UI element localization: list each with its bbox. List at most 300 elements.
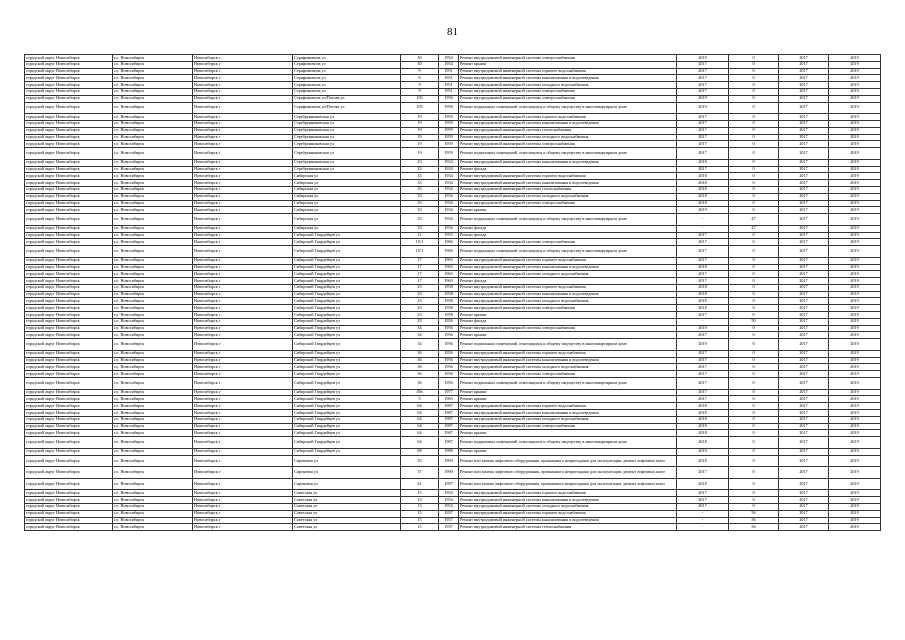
cell-settlement: г.о. Новосибирск: [113, 173, 193, 180]
cell-value: 0: [729, 403, 779, 410]
cell-plan-year: -: [677, 510, 729, 517]
table-body: [25, 55, 881, 531]
cell-house: 64: [401, 430, 439, 437]
cell-value: 0: [729, 246, 779, 258]
cell-house: 23: [401, 305, 439, 312]
cell-municipality: городской округ Новосибирск: [25, 88, 113, 95]
cell-street: Сибирской Гвардейцев ул: [293, 371, 401, 378]
cell-municipality: городской округ Новосибирск: [25, 332, 113, 339]
cell-work-type: Ремонт внутридомовой инженерной системы канализования и водоотведения: [459, 410, 677, 417]
cell-value: 0: [729, 239, 779, 246]
cell-street: Сибирская ул: [293, 173, 401, 180]
cell-period-end: 2019: [829, 364, 881, 371]
cell-period-end: 2019: [829, 357, 881, 364]
cell-period-end: 2019: [829, 448, 881, 455]
cell-settlement: г.о. Новосибирск: [113, 396, 193, 403]
cell-municipality: городской округ Новосибирск: [25, 127, 113, 134]
cell-city: Новосибирск г: [193, 214, 293, 226]
cell-settlement: г.о. Новосибирск: [113, 55, 193, 62]
cell-work-type: Ремонт внутридомовой инженерной системы теплоснабжения: [459, 186, 677, 193]
cell-period-end: 2019: [829, 173, 881, 180]
cell-city: Новосибирск г: [193, 371, 293, 378]
cell-work-type: Ремонт крыши: [459, 430, 677, 437]
cell-street: Сибирской Гвардейцев ул: [293, 423, 401, 430]
cell-period-end: 2019: [829, 396, 881, 403]
cell-settlement: г.о. Новосибирск: [113, 497, 193, 504]
cell-plan-year: 2017: [677, 350, 729, 357]
cell-plan-year: -: [677, 517, 729, 524]
cell-plan-year: 2017: [677, 61, 729, 68]
table-row: [25, 141, 881, 148]
cell-plan-year: 2017: [677, 257, 729, 264]
cell-year: 1987: [439, 437, 459, 449]
cell-period-start: 2017: [779, 55, 829, 62]
cell-year: 1987: [439, 403, 459, 410]
cell-municipality: городской округ Новосибирск: [25, 278, 113, 285]
cell-period-start: 2017: [779, 291, 829, 298]
cell-period-end: 2019: [829, 225, 881, 232]
cell-plan-year: 2017: [677, 75, 729, 82]
cell-settlement: г.о. Новосибирск: [113, 271, 193, 278]
cell-street: Сиреневая ул: [293, 455, 401, 467]
cell-plan-year: 2017: [677, 120, 729, 127]
table-row: [25, 61, 881, 68]
cell-settlement: г.о. Новосибирск: [113, 88, 193, 95]
cell-period-end: 2019: [829, 75, 881, 82]
cell-municipality: городской округ Новосибирск: [25, 120, 113, 127]
cell-work-type: Ремонт внутридомовой инженерной системы канализования и водоотведения: [459, 264, 677, 271]
cell-period-end: 2019: [829, 88, 881, 95]
cell-house: 33: [401, 200, 439, 207]
table-row: [25, 88, 881, 95]
cell-value: 0: [729, 305, 779, 312]
cell-municipality: городской округ Новосибирск: [25, 173, 113, 180]
cell-period-start: 2017: [779, 332, 829, 339]
cell-settlement: г.о. Новосибирск: [113, 246, 193, 258]
cell-house: 9: [401, 88, 439, 95]
cell-plan-year: 2018: [677, 180, 729, 187]
cell-period-end: 2019: [829, 430, 881, 437]
cell-work-type: Ремонт внутридомовой инженерной системы холодного водоснабжения: [459, 416, 677, 423]
cell-street: Сибирской Гвардейцев ул: [293, 350, 401, 357]
cell-municipality: городской округ Новосибирск: [25, 264, 113, 271]
cell-year: 1955: [439, 232, 459, 239]
cell-period-start: 2017: [779, 278, 829, 285]
cell-city: Новосибирск г: [193, 264, 293, 271]
cell-period-end: 2019: [829, 497, 881, 504]
cell-year: 1934: [439, 173, 459, 180]
cell-year: 1934: [439, 193, 459, 200]
cell-settlement: г.о. Новосибирск: [113, 75, 193, 82]
repair-schedule-table: [24, 54, 881, 531]
cell-work-type: Ремонт внутридомовой инженерной системы горячего водоснабжения: [459, 284, 677, 291]
cell-period-end: 2019: [829, 410, 881, 417]
cell-municipality: городской округ Новосибирск: [25, 102, 113, 114]
cell-year: 1987: [439, 423, 459, 430]
cell-period-end: 2019: [829, 455, 881, 467]
cell-work-type: Ремонт внутридомовой инженерной системы канализования и водоотведения: [459, 180, 677, 187]
cell-house: 9: [401, 82, 439, 89]
cell-city: Новосибирск г: [193, 423, 293, 430]
cell-municipality: городской округ Новосибирск: [25, 246, 113, 258]
cell-period-start: 2017: [779, 82, 829, 89]
cell-street: Сибирской Гвардейцев ул: [293, 284, 401, 291]
cell-value: 0: [729, 284, 779, 291]
cell-municipality: городской округ Новосибирск: [25, 423, 113, 430]
cell-house: 29: [401, 318, 439, 325]
cell-plan-year: 2017: [677, 396, 729, 403]
cell-settlement: г.о. Новосибирск: [113, 68, 193, 75]
cell-work-type: Ремонт внутридомовой инженерной системы холодного водоснабжения: [459, 134, 677, 141]
cell-period-start: 2017: [779, 134, 829, 141]
cell-settlement: г.о. Новосибирск: [113, 455, 193, 467]
cell-work-type: Ремонт внутридомовой инженерной системы электроснабжения: [459, 55, 677, 62]
cell-city: Новосибирск г: [193, 127, 293, 134]
cell-city: Новосибирск г: [193, 389, 293, 396]
cell-period-start: 2017: [779, 467, 829, 479]
cell-settlement: г.о. Новосибирск: [113, 232, 193, 239]
cell-house: 15/1: [401, 246, 439, 258]
cell-period-start: 2017: [779, 448, 829, 455]
cell-municipality: городской округ Новосибирск: [25, 467, 113, 479]
cell-street: Сибирской Гвардейцев ул: [293, 239, 401, 246]
page-number: 81: [447, 26, 458, 38]
cell-year: 1959: [439, 148, 459, 160]
cell-municipality: городской округ Новосибирск: [25, 68, 113, 75]
cell-period-start: 2017: [779, 396, 829, 403]
cell-value: 0: [729, 88, 779, 95]
cell-value: 0: [729, 357, 779, 364]
cell-year: 1958: [439, 298, 459, 305]
cell-plan-year: 2018: [677, 264, 729, 271]
cell-municipality: городской округ Новосибирск: [25, 448, 113, 455]
cell-work-type: Ремонт подвальных помещений, относящихся к общему имуществу в многоквартирном доме: [459, 246, 677, 258]
cell-work-type: Ремонт или замена лифтового оборудования, признанного непригодным для эксплуатации, ремонт лифтовых шахт: [459, 467, 677, 479]
cell-municipality: городской округ Новосибирск: [25, 61, 113, 68]
cell-municipality: городской округ Новосибирск: [25, 298, 113, 305]
cell-city: Новосибирск г: [193, 95, 293, 102]
cell-house: 41: [401, 478, 439, 490]
cell-city: Новосибирск г: [193, 455, 293, 467]
cell-year: 1963: [439, 271, 459, 278]
table-row: [25, 55, 881, 62]
cell-year: 1959: [439, 127, 459, 134]
cell-period-start: 2017: [779, 455, 829, 467]
cell-plan-year: -: [677, 214, 729, 226]
cell-plan-year: 2017: [677, 88, 729, 95]
cell-plan-year: 2017: [677, 166, 729, 173]
cell-house: 23: [401, 291, 439, 298]
cell-period-start: 2017: [779, 364, 829, 371]
cell-period-start: 2017: [779, 200, 829, 207]
cell-house: 36: [401, 378, 439, 390]
cell-period-start: 2017: [779, 264, 829, 271]
cell-period-start: 2017: [779, 430, 829, 437]
cell-city: Новосибирск г: [193, 148, 293, 160]
cell-value: 0: [729, 95, 779, 102]
cell-settlement: г.о. Новосибирск: [113, 524, 193, 531]
cell-settlement: г.о. Новосибирск: [113, 180, 193, 187]
cell-settlement: г.о. Новосибирск: [113, 284, 193, 291]
cell-year: 1956: [439, 318, 459, 325]
cell-period-start: 2017: [779, 173, 829, 180]
cell-city: Новосибирск г: [193, 271, 293, 278]
cell-settlement: г.о. Новосибирск: [113, 102, 193, 114]
cell-municipality: городской округ Новосибирск: [25, 455, 113, 467]
cell-city: Новосибирск г: [193, 239, 293, 246]
table-row: [25, 312, 881, 319]
cell-year: 1956: [439, 339, 459, 351]
cell-house: 103: [401, 102, 439, 114]
cell-period-end: 2019: [829, 148, 881, 160]
cell-year: 1963: [439, 396, 459, 403]
cell-year: 1934: [439, 186, 459, 193]
cell-plan-year: 2017: [677, 332, 729, 339]
cell-municipality: городской округ Новосибирск: [25, 193, 113, 200]
cell-period-end: 2019: [829, 239, 881, 246]
cell-house: 9: [401, 75, 439, 82]
cell-year: 1963: [439, 257, 459, 264]
cell-municipality: городской округ Новосибирск: [25, 524, 113, 531]
table-row: [25, 284, 881, 291]
cell-value: 0: [729, 207, 779, 214]
cell-year: 1956: [439, 357, 459, 364]
cell-city: Новосибирск г: [193, 403, 293, 410]
cell-period-start: 2017: [779, 497, 829, 504]
cell-period-start: 2017: [779, 75, 829, 82]
table-row: [25, 127, 881, 134]
cell-period-end: 2019: [829, 257, 881, 264]
cell-city: Новосибирск г: [193, 490, 293, 497]
cell-work-type: Ремонт внутридомовой инженерной системы горячего водоснабжения: [459, 68, 677, 75]
cell-house: 68: [401, 448, 439, 455]
cell-work-type: Ремонт внутридомовой инженерной системы теплоснабжения: [459, 524, 677, 531]
cell-house: 36: [401, 357, 439, 364]
cell-house: 64: [401, 437, 439, 449]
cell-city: Новосибирск г: [193, 364, 293, 371]
cell-street: Сибирская ул: [293, 207, 401, 214]
table-row: [25, 114, 881, 121]
cell-work-type: Ремонт крыши: [459, 396, 677, 403]
cell-street: Серебренниковская ул: [293, 141, 401, 148]
cell-settlement: г.о. Новосибирск: [113, 120, 193, 127]
cell-plan-year: 2017: [677, 371, 729, 378]
cell-street: Серебренниковская ул: [293, 159, 401, 166]
cell-plan-year: 2018: [677, 291, 729, 298]
cell-settlement: г.о. Новосибирск: [113, 141, 193, 148]
cell-period-start: 2017: [779, 517, 829, 524]
cell-value: 56: [729, 524, 779, 531]
cell-plan-year: 2018: [677, 478, 729, 490]
cell-house: 5: [401, 396, 439, 403]
cell-municipality: городской округ Новосибирск: [25, 134, 113, 141]
cell-plan-year: 2017: [677, 278, 729, 285]
cell-house: 33: [401, 193, 439, 200]
cell-value: 0: [729, 497, 779, 504]
table-row: [25, 396, 881, 403]
cell-municipality: городской округ Новосибирск: [25, 437, 113, 449]
cell-period-start: 2017: [779, 232, 829, 239]
cell-municipality: городской округ Новосибирск: [25, 430, 113, 437]
cell-work-type: Ремонт крыши: [459, 207, 677, 214]
cell-street: Сибирской Гвардейцев ул: [293, 257, 401, 264]
cell-municipality: городской округ Новосибирск: [25, 271, 113, 278]
cell-street: Сибирской Гвардейцев ул: [293, 264, 401, 271]
cell-street: Сибирской Гвардейцев ул: [293, 448, 401, 455]
cell-settlement: г.о. Новосибирск: [113, 403, 193, 410]
cell-city: Новосибирск г: [193, 166, 293, 173]
cell-house: 49а: [401, 389, 439, 396]
cell-period-start: 2017: [779, 214, 829, 226]
cell-house: 64: [401, 416, 439, 423]
table-row: [25, 166, 881, 173]
cell-work-type: Ремонт фасада: [459, 166, 677, 173]
cell-municipality: городской округ Новосибирск: [25, 141, 113, 148]
cell-year: 1990: [439, 467, 459, 479]
cell-city: Новосибирск г: [193, 497, 293, 504]
cell-settlement: г.о. Новосибирск: [113, 312, 193, 319]
cell-house: 17: [401, 264, 439, 271]
cell-work-type: Ремонт внутридомовой инженерной системы канализования и водоотведения: [459, 159, 677, 166]
cell-period-end: 2019: [829, 264, 881, 271]
cell-settlement: г.о. Новосибирск: [113, 148, 193, 160]
cell-plan-year: 2017: [677, 467, 729, 479]
cell-period-start: 2017: [779, 410, 829, 417]
cell-plan-year: 2018: [677, 423, 729, 430]
cell-period-end: 2019: [829, 350, 881, 357]
cell-street: Серафимовича ул/Потова ул: [293, 95, 401, 102]
cell-value: 47: [729, 214, 779, 226]
cell-period-end: 2019: [829, 134, 881, 141]
cell-municipality: городской округ Новосибирск: [25, 180, 113, 187]
cell-municipality: городской округ Новосибирск: [25, 325, 113, 332]
cell-settlement: г.о. Новосибирск: [113, 332, 193, 339]
cell-municipality: городской округ Новосибирск: [25, 55, 113, 62]
cell-house: 37: [401, 467, 439, 479]
table-row: [25, 298, 881, 305]
cell-period-end: 2019: [829, 186, 881, 193]
cell-period-start: 2017: [779, 478, 829, 490]
cell-value: 0: [729, 378, 779, 390]
cell-city: Новосибирск г: [193, 180, 293, 187]
cell-period-start: 2017: [779, 186, 829, 193]
cell-street: Сибирской Гвардейцев ул: [293, 291, 401, 298]
cell-value: 0: [729, 467, 779, 479]
cell-city: Новосибирск г: [193, 478, 293, 490]
cell-value: 0: [729, 75, 779, 82]
table-row: [25, 455, 881, 467]
cell-city: Новосибирск г: [193, 159, 293, 166]
cell-settlement: г.о. Новосибирск: [113, 503, 193, 510]
cell-value: 0: [729, 141, 779, 148]
cell-year: 1966: [439, 246, 459, 258]
table-row: [25, 490, 881, 497]
cell-municipality: городской округ Новосибирск: [25, 239, 113, 246]
cell-house: 23: [401, 166, 439, 173]
cell-plan-year: 2017: [677, 490, 729, 497]
table-row: [25, 437, 881, 449]
cell-street: Сибирской Гвардейцев ул: [293, 232, 401, 239]
cell-period-end: 2019: [829, 82, 881, 89]
cell-period-start: 2017: [779, 68, 829, 75]
cell-city: Новосибирск г: [193, 134, 293, 141]
cell-house: 19: [401, 148, 439, 160]
cell-period-end: 2019: [829, 193, 881, 200]
cell-period-start: 2017: [779, 284, 829, 291]
cell-value: 0: [729, 455, 779, 467]
cell-plan-year: 2017: [677, 271, 729, 278]
cell-work-type: Ремонт внутридомовой инженерной системы электроснабжения: [459, 88, 677, 95]
cell-work-type: Ремонт или замена лифтового оборудования, признанного непригодным для эксплуатации, ремонт лифтовых шахт: [459, 478, 677, 490]
cell-street: Советская ул: [293, 497, 401, 504]
table-row: [25, 214, 881, 226]
cell-year: 1956: [439, 95, 459, 102]
cell-period-end: 2019: [829, 61, 881, 68]
cell-value: 0: [729, 186, 779, 193]
cell-value: 0: [729, 173, 779, 180]
cell-value: 50: [729, 318, 779, 325]
table-row: [25, 180, 881, 187]
cell-year: 1958: [439, 305, 459, 312]
cell-city: Новосибирск г: [193, 55, 293, 62]
cell-city: Новосибирск г: [193, 430, 293, 437]
cell-city: Новосибирск г: [193, 503, 293, 510]
cell-period-start: 2017: [779, 246, 829, 258]
table-row: [25, 186, 881, 193]
cell-period-start: 2017: [779, 61, 829, 68]
cell-street: Сибирской Гвардейцев ул: [293, 318, 401, 325]
cell-city: Новосибирск г: [193, 318, 293, 325]
table-row: [25, 378, 881, 390]
cell-settlement: г.о. Новосибирск: [113, 437, 193, 449]
cell-period-end: 2019: [829, 271, 881, 278]
cell-value: 0: [729, 350, 779, 357]
cell-plan-year: 2018: [677, 159, 729, 166]
cell-plan-year: 2017: [677, 114, 729, 121]
cell-plan-year: -: [677, 318, 729, 325]
cell-plan-year: 2017: [677, 503, 729, 510]
cell-plan-year: 2018: [677, 403, 729, 410]
cell-value: 0: [729, 503, 779, 510]
cell-settlement: г.о. Новосибирск: [113, 467, 193, 479]
cell-period-start: 2017: [779, 159, 829, 166]
cell-period-end: 2019: [829, 389, 881, 396]
cell-period-start: 2017: [779, 298, 829, 305]
cell-year: 1954: [439, 497, 459, 504]
cell-year: 1956: [439, 325, 459, 332]
cell-street: Сибирской Гвардейцев ул: [293, 364, 401, 371]
cell-period-start: 2017: [779, 257, 829, 264]
cell-settlement: г.о. Новосибирск: [113, 200, 193, 207]
cell-house: 17: [401, 257, 439, 264]
cell-settlement: г.о. Новосибирск: [113, 193, 193, 200]
cell-city: Новосибирск г: [193, 75, 293, 82]
cell-city: Новосибирск г: [193, 88, 293, 95]
cell-house: 17: [401, 278, 439, 285]
table-row: [25, 339, 881, 351]
cell-period-start: 2017: [779, 510, 829, 517]
cell-period-start: 2017: [779, 114, 829, 121]
cell-work-type: Ремонт внутридомовой инженерной системы холодного водоснабжения: [459, 193, 677, 200]
cell-work-type: Ремонт внутридомовой инженерной системы канализования и водоотведения: [459, 497, 677, 504]
cell-period-end: 2019: [829, 503, 881, 510]
cell-plan-year: 2018: [677, 193, 729, 200]
cell-period-end: 2019: [829, 200, 881, 207]
cell-period-start: 2017: [779, 166, 829, 173]
table-row: [25, 120, 881, 127]
table-row: [25, 497, 881, 504]
cell-year: 1934: [439, 214, 459, 226]
